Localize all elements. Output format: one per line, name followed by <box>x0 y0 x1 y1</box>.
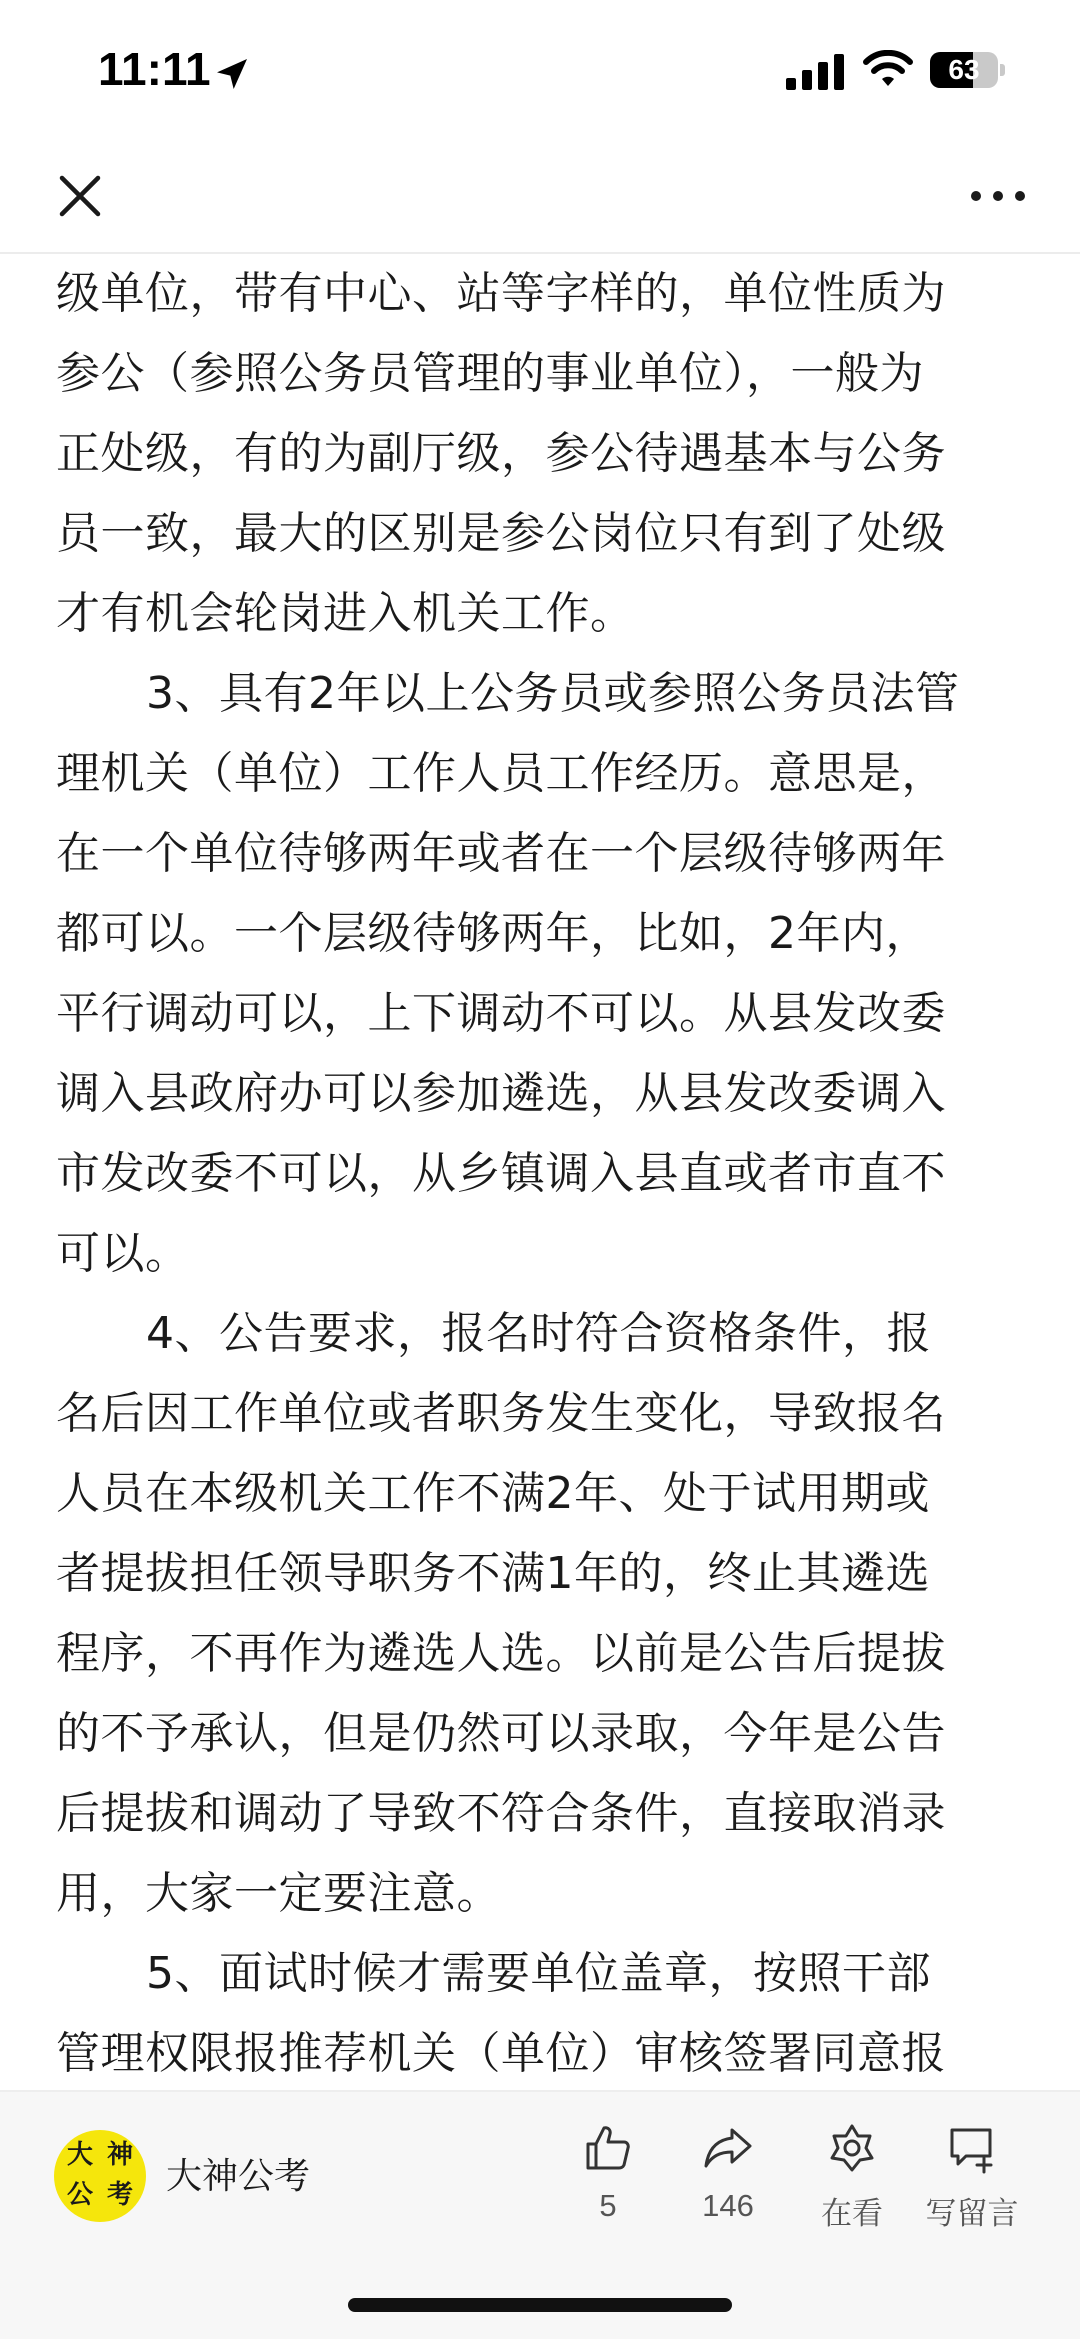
avatar-glyph: 公 <box>66 2180 93 2210</box>
article-content <box>0 254 1080 2090</box>
article-line: 调入县政府办可以参加遴选，从县发改委调入 <box>56 1068 946 1119</box>
thumbs-up-icon <box>582 2122 634 2174</box>
share-button[interactable] <box>668 2122 788 2252</box>
battery-indicator <box>930 52 1006 88</box>
account-avatar[interactable] <box>54 2130 146 2222</box>
article-line: 参公（参照公务员管理的事业单位），一般为 <box>56 348 924 399</box>
wifi-icon <box>862 50 914 90</box>
article-line: 都可以。一个层级待够两年，比如，2年内， <box>56 908 930 959</box>
article-line: 5、面试时候才需要单位盖章，按照干部 <box>146 1948 931 1999</box>
battery-level: 63 <box>948 54 980 85</box>
article-line: 正处级，有的为副厅级，参公待遇基本与公务 <box>56 428 946 479</box>
article-line: 平行调动可以，上下调动不可以。从县发改委 <box>56 988 946 1039</box>
article-line: 才有机会轮岗进入机关工作。 <box>56 588 635 639</box>
article-line: 管理权限报推荐机关（单位）审核签署同意报 <box>56 2028 946 2079</box>
close-icon <box>52 168 108 224</box>
article-line: 用，大家一定要注意。 <box>56 1868 501 1919</box>
article-line: 程序，不再作为遴选人选。以前是公告后提拔 <box>56 1628 946 1679</box>
share-count: 146 <box>702 2188 754 2223</box>
wow-label: 在看 <box>821 2196 883 2231</box>
wow-button[interactable] <box>792 2122 912 2252</box>
avatar-glyph: 神 <box>106 2140 133 2170</box>
article-line: 4、公告要求，报名时符合资格条件，报 <box>146 1308 931 1359</box>
location-arrow-icon <box>212 54 252 94</box>
cellular-signal-icon <box>786 54 846 90</box>
nav-bar <box>0 140 1080 254</box>
article-line: 理机关（单位）工作人员工作经历。意思是， <box>56 748 946 799</box>
like-count: 5 <box>599 2188 617 2223</box>
comment-label: 写留言 <box>925 2196 1019 2231</box>
article-line: 后提拔和调动了导致不符合条件，直接取消录 <box>56 1788 946 1839</box>
more-options-button[interactable] <box>966 168 1030 224</box>
article-line: 者提拔担任领导职务不满1年的，终止其遴选 <box>56 1548 930 1599</box>
like-button[interactable] <box>548 2122 668 2252</box>
account-name[interactable]: 大神公考 <box>166 2156 311 2197</box>
home-indicator <box>348 2298 732 2312</box>
article-line: 级单位，带有中心、站等字样的，单位性质为 <box>56 268 946 319</box>
article-line: 名后因工作单位或者职务发生变化，导致报名 <box>56 1388 946 1439</box>
article-line: 在一个单位待够两年或者在一个层级待够两年 <box>56 828 946 879</box>
article-line: 可以。 <box>56 1228 190 1279</box>
article-line: 人员在本级机关工作不满2年、处于试用期或 <box>56 1468 930 1519</box>
avatar-glyph: 考 <box>106 2180 133 2210</box>
comment-add-icon <box>946 2122 998 2174</box>
status-bar <box>0 0 1080 140</box>
status-time: 11:11 <box>98 43 211 95</box>
article-line: 的不予承认，但是仍然可以录取，今年是公告 <box>56 1708 946 1759</box>
article-line: 3、具有2年以上公务员或参照公务员法管 <box>146 668 960 719</box>
star-flower-icon <box>826 2122 878 2174</box>
share-arrow-icon <box>702 2122 754 2174</box>
close-button[interactable] <box>52 168 108 224</box>
article-line: 市发改委不可以，从乡镇调入县直或者市直不 <box>56 1148 946 1199</box>
comment-button[interactable] <box>912 2122 1032 2252</box>
more-horizontal-icon <box>966 168 1030 224</box>
avatar-glyph: 大 <box>66 2140 93 2170</box>
article-line: 员一致，最大的区别是参公岗位只有到了处级 <box>56 508 946 559</box>
